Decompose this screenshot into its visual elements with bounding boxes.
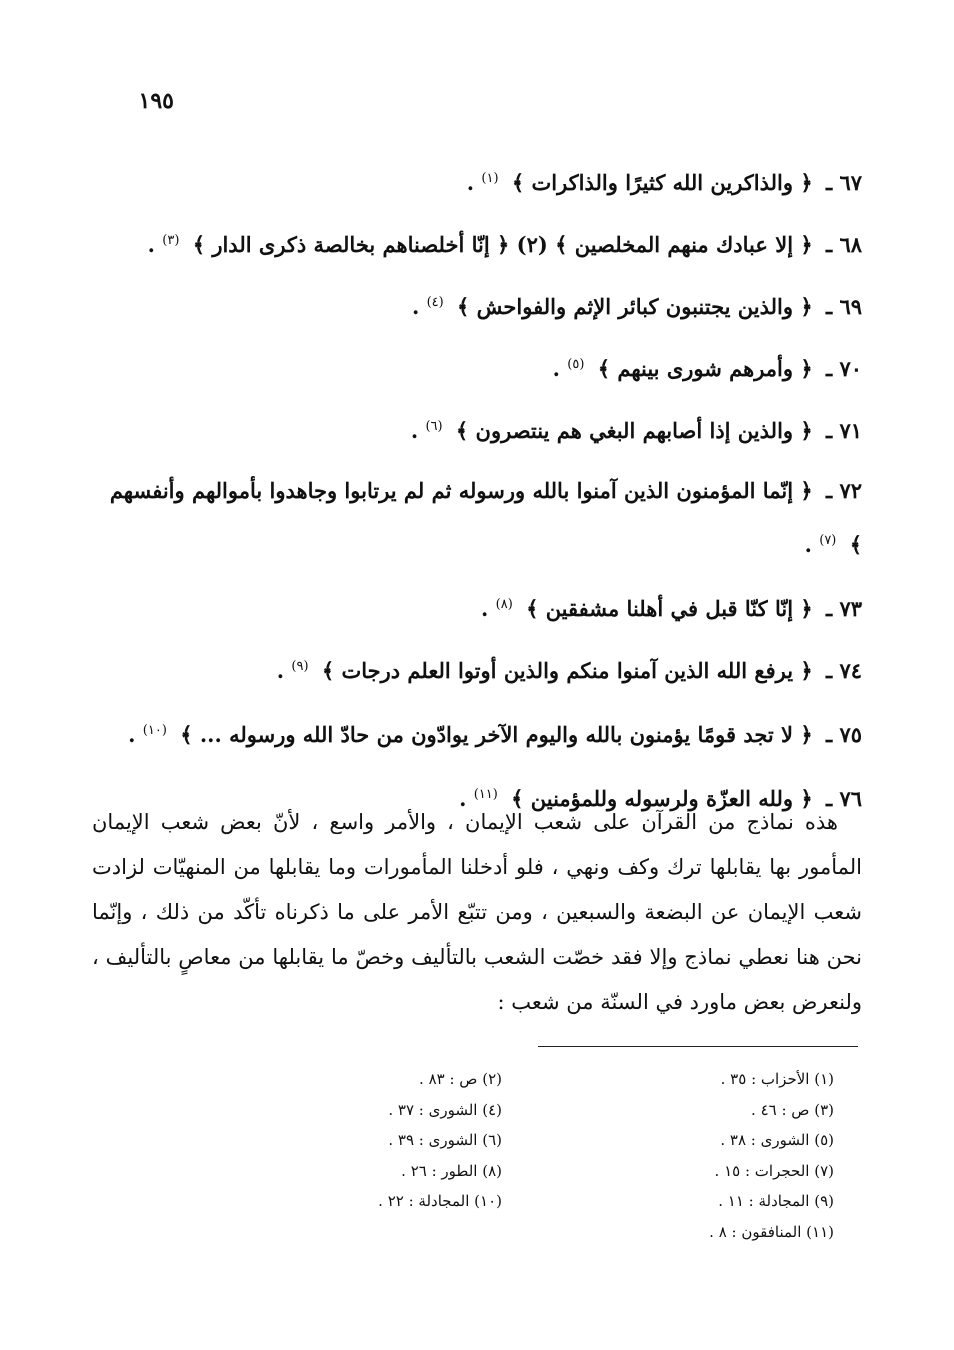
verse-text: ﴿ إلا عبادك منهم المخلصين ﴾ (٢) ﴿ إنّا أخلصناهم بخالصة ذكرى الدار ﴾ [192, 232, 813, 257]
footnote-divider [538, 1046, 858, 1047]
footnote: (٤) الشورى : ٣٧ . [388, 1100, 502, 1119]
verse-number: ٧٢ ـ [825, 478, 862, 503]
verse-number: ٧٣ ـ [825, 596, 862, 621]
verse-item [92, 576, 862, 638]
verse-text: ﴿ والذين يجتنبون كبائر الإثم والفواحش ﴾ [457, 294, 813, 319]
verse-list [92, 150, 862, 828]
footnote-ref: (٩) [291, 659, 309, 674]
footnote: (١٠) المجادلة : ٢٢ . [378, 1192, 502, 1210]
footnote-ref: (٥) [567, 357, 585, 372]
verse-number: ٧٠ ـ [825, 356, 862, 381]
verse-item [92, 212, 862, 274]
footnote-ref: (٦) [425, 419, 443, 434]
footnote-ref: (٨) [495, 597, 513, 612]
footnote: (٢) ص : ٨٣ . [419, 1070, 502, 1088]
verse-text: ﴿ والذاكرين الله كثيرًا والذاكرات ﴾ [511, 170, 813, 195]
verse-item [92, 466, 862, 570]
verse-tail: . [466, 170, 475, 195]
verse-number: ٧٦ ـ [825, 786, 862, 811]
verse-text: ﴿ وأمرهم شورى بينهم ﴾ [597, 356, 813, 381]
verse-number: ٦٩ ـ [825, 294, 862, 319]
verse-tail: . [459, 786, 467, 811]
verse-tail: . [276, 658, 285, 683]
verse-tail: . [147, 232, 155, 257]
verse-number: ٦٨ ـ [825, 232, 862, 257]
verse-tail: . [552, 356, 560, 381]
verse-tail: . [481, 596, 489, 621]
verse-tail: . [411, 294, 420, 319]
verse-item [92, 274, 862, 336]
footnote: (٥) الشورى : ٣٨ . [720, 1131, 834, 1149]
verse-number: ٧٤ ـ [825, 658, 862, 683]
footnote-ref: (٣) [162, 233, 180, 248]
footnote-ref: (٤) [426, 295, 444, 310]
footnote-ref: (١) [481, 171, 499, 186]
verse-number: ٧١ ـ [825, 418, 862, 443]
footnote: (٧) الحجرات : ١٥ . [714, 1161, 834, 1180]
verse-number: ٧٥ ـ [825, 722, 862, 747]
footnotes-left-column [280, 1064, 502, 1217]
footnote: (٩) المجادلة : ١١ . [718, 1192, 834, 1210]
verse-item [92, 706, 862, 760]
verse-text: ﴿ لا تجد قومًا يؤمنون بالله واليوم الآخر يوادّون من حادّ الله ورسوله ... ﴾ [180, 722, 813, 747]
footnote-ref: (٧) [819, 533, 837, 548]
body-paragraph: هذه نماذج من القرآن على شعب الإيمان ، والأمر واسع ، لأنّ بعض شعب الإيمان المأمور بها يقابلها ترك وكف ونهي ، فلو أدخلنا المأمورات وما يقابلها من المنهيّات لزادت شعب الإيمان عن البضعة والسبعين ، ومن تتبّع الأمر على ما ذكرناه تأكّد من ذلك ، وإنّما نحن هنا نعطي نماذج وإلا فقد خصّت الشعب بالتأليف وخصّ ما يقابلها من معاصٍ بالتأليف ، ولنعرض بعض ماورد في السنّة من شعب : [92, 810, 862, 1014]
body-paragraph-block [92, 800, 862, 1025]
verse-text: ﴿ إنّا كنّا قبل في أهلنا مشفقين ﴾ [526, 596, 813, 621]
verse-item [92, 638, 862, 700]
footnote-ref: (١٠) [142, 723, 167, 738]
page-number: ١٩٥ [138, 88, 174, 114]
footnote: (٨) الطور : ٢٦ . [401, 1161, 502, 1180]
verse-text: ﴿ إنّما المؤمنون الذين آمنوا بالله ورسوله ثم لم يرتابوا وجاهدوا بأموالهم وأنفسهم ﴾ [109, 478, 862, 557]
verse-item [92, 336, 862, 398]
verse-text: ﴿ يرفع الله الذين آمنوا منكم والذين أوتوا العلم درجات ﴾ [321, 658, 813, 683]
footnote: (١١) المنافقون : ٨ . [709, 1222, 834, 1241]
verse-text: ﴿ ولله العزّة ولرسوله وللمؤمنين ﴾ [511, 786, 813, 811]
verse-tail: . [128, 722, 136, 747]
footnote-ref: (١١) [473, 787, 498, 802]
verse-item [92, 150, 862, 212]
verse-item [92, 398, 862, 460]
verse-tail: . [410, 418, 419, 443]
footnote: (٦) الشورى : ٣٩ . [388, 1131, 502, 1149]
verse-tail: . [804, 532, 812, 557]
verse-text: ﴿ والذين إذا أصابهم البغي هم ينتصرون ﴾ [455, 418, 813, 443]
footnote: (٣) ص : ٤٦ . [751, 1100, 834, 1119]
footnote: (١) الأحزاب : ٣٥ . [720, 1070, 834, 1088]
verse-number: ٦٧ ـ [825, 170, 862, 195]
